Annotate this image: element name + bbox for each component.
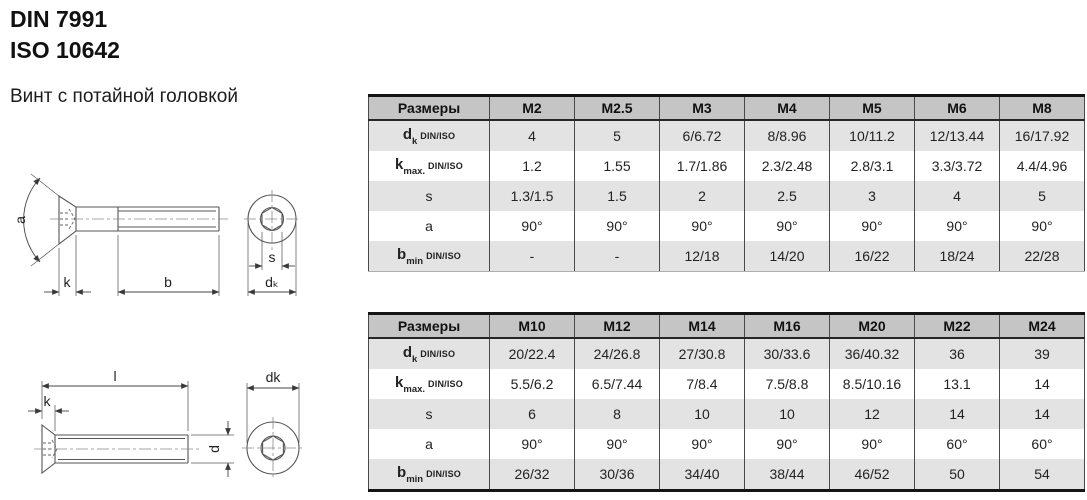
value-cell: 4 <box>915 181 1000 211</box>
size-column-header: M20 <box>830 314 915 339</box>
value-cell: 12/13.44 <box>915 120 1000 151</box>
table-row <box>369 181 1085 211</box>
value-cell: 16/17.92 <box>1000 120 1085 151</box>
value-cell: 5 <box>1000 181 1085 211</box>
value-cell: 2.5 <box>745 181 830 211</box>
value-cell: 14 <box>1000 399 1085 429</box>
table-row <box>369 211 1085 241</box>
value-cell: 6.5/7.44 <box>575 369 660 399</box>
header-row <box>369 314 1085 339</box>
row-label: $b_{min}$ DIN/ISO <box>369 459 490 491</box>
row-label: a <box>369 211 490 241</box>
value-cell: 4.4/4.96 <box>1000 151 1085 181</box>
value-cell: 27/30.8 <box>660 338 745 369</box>
size-column-header: M6 <box>915 96 1000 121</box>
value-cell: 90° <box>490 429 575 459</box>
head-diameter-dk-label: dₖ <box>265 274 279 290</box>
dimensions-column-header: Размеры <box>369 314 490 339</box>
value-cell: 1.3/1.5 <box>490 181 575 211</box>
value-cell: 36/40.32 <box>830 338 915 369</box>
value-cell: 5.5/6.2 <box>490 369 575 399</box>
value-cell: 10 <box>745 399 830 429</box>
value-cell: 46/52 <box>830 459 915 491</box>
size-column-header: M3 <box>660 96 745 121</box>
diameter-d-label: d <box>206 445 222 453</box>
value-cell: 90° <box>660 429 745 459</box>
value-cell: 90° <box>660 211 745 241</box>
value-cell: 6 <box>490 399 575 429</box>
row-label: s <box>369 399 490 429</box>
standard-din-title: DIN 7991 <box>10 6 108 32</box>
size-column-header: M24 <box>1000 314 1085 339</box>
value-cell: 4 <box>490 120 575 151</box>
table-row <box>369 241 1085 272</box>
value-cell: 2.8/3.1 <box>830 151 915 181</box>
value-cell: 10 <box>660 399 745 429</box>
value-cell: 1.2 <box>490 151 575 181</box>
value-cell: 13.1 <box>915 369 1000 399</box>
row-label: a <box>369 429 490 459</box>
value-cell: 2 <box>660 181 745 211</box>
head-diameter-dk-label: dk <box>265 369 281 385</box>
size-column-header: M2.5 <box>575 96 660 121</box>
value-cell: - <box>490 241 575 272</box>
value-cell: 10/11.2 <box>830 120 915 151</box>
screw-drawing-bottom <box>10 353 340 498</box>
value-cell: 54 <box>1000 459 1085 491</box>
dimensions-column-header: Размеры <box>369 96 490 121</box>
value-cell: 30/33.6 <box>745 338 830 369</box>
table-row <box>369 429 1085 459</box>
value-cell: 22/28 <box>1000 241 1085 272</box>
size-column-header: M12 <box>575 314 660 339</box>
value-cell: 36 <box>915 338 1000 369</box>
value-cell: 26/32 <box>490 459 575 491</box>
socket-s-label: s <box>268 249 276 265</box>
value-cell: 90° <box>745 211 830 241</box>
table-row <box>369 120 1085 151</box>
size-column-header: M2 <box>490 96 575 121</box>
value-cell: 6/6.72 <box>660 120 745 151</box>
value-cell: 34/40 <box>660 459 745 491</box>
value-cell: 5 <box>575 120 660 151</box>
size-column-header: M14 <box>660 314 745 339</box>
value-cell: 90° <box>575 429 660 459</box>
value-cell: 90° <box>1000 211 1085 241</box>
table-row <box>369 399 1085 429</box>
head-height-k-label: k <box>63 274 71 290</box>
value-cell: 8 <box>575 399 660 429</box>
value-cell: 90° <box>575 211 660 241</box>
value-cell: 24/26.8 <box>575 338 660 369</box>
value-cell: 30/36 <box>575 459 660 491</box>
value-cell: 39 <box>1000 338 1085 369</box>
value-cell: 1.5 <box>575 181 660 211</box>
spec-table-m2-m8 <box>368 94 1085 272</box>
value-cell: 14 <box>1000 369 1085 399</box>
value-cell: 7/8.4 <box>660 369 745 399</box>
size-column-header: M8 <box>1000 96 1085 121</box>
title-block <box>10 4 120 66</box>
table-row <box>369 459 1085 491</box>
angle-a-label: a <box>12 216 28 224</box>
head-height-k-label: k <box>43 393 51 409</box>
value-cell: 3 <box>830 181 915 211</box>
value-cell: 38/44 <box>745 459 830 491</box>
row-label: $k_{max.}$ DIN/ISO <box>369 151 490 181</box>
row-label: $k_{max.}$ DIN/ISO <box>369 369 490 399</box>
value-cell: 8/8.96 <box>745 120 830 151</box>
size-column-header: M5 <box>830 96 915 121</box>
value-cell: 7.5/8.8 <box>745 369 830 399</box>
value-cell: 1.7/1.86 <box>660 151 745 181</box>
value-cell: 90° <box>490 211 575 241</box>
row-label: s <box>369 181 490 211</box>
standard-iso-title: ISO 10642 <box>10 37 120 63</box>
spec-table-m10-m24 <box>368 312 1085 492</box>
screw-drawing-top <box>10 160 340 300</box>
value-cell: 90° <box>830 211 915 241</box>
value-cell: 14 <box>915 399 1000 429</box>
value-cell: 12/18 <box>660 241 745 272</box>
header-row <box>369 96 1085 121</box>
size-column-header: M22 <box>915 314 1000 339</box>
length-l-label: l <box>113 368 117 384</box>
value-cell: 1.55 <box>575 151 660 181</box>
value-cell: 8.5/10.16 <box>830 369 915 399</box>
value-cell: 90° <box>830 429 915 459</box>
value-cell: 12 <box>830 399 915 429</box>
row-label: $d_k$ DIN/ISO <box>369 338 490 369</box>
value-cell: 3.3/3.72 <box>915 151 1000 181</box>
thread-length-b-label: b <box>164 274 172 290</box>
size-column-header: M10 <box>490 314 575 339</box>
table-row <box>369 338 1085 369</box>
value-cell: 2.3/2.48 <box>745 151 830 181</box>
value-cell: 20/22.4 <box>490 338 575 369</box>
value-cell: - <box>575 241 660 272</box>
product-subtitle: Винт с потайной головкой <box>10 86 238 107</box>
value-cell: 60° <box>915 429 1000 459</box>
table-row <box>369 369 1085 399</box>
value-cell: 90° <box>745 429 830 459</box>
table-row <box>369 151 1085 181</box>
row-label: $d_k$ DIN/ISO <box>369 120 490 151</box>
row-label: $b_{min}$ DIN/ISO <box>369 241 490 272</box>
size-column-header: M4 <box>745 96 830 121</box>
value-cell: 16/22 <box>830 241 915 272</box>
value-cell: 14/20 <box>745 241 830 272</box>
value-cell: 50 <box>915 459 1000 491</box>
value-cell: 60° <box>1000 429 1085 459</box>
size-column-header: M16 <box>745 314 830 339</box>
value-cell: 18/24 <box>915 241 1000 272</box>
value-cell: 90° <box>915 211 1000 241</box>
